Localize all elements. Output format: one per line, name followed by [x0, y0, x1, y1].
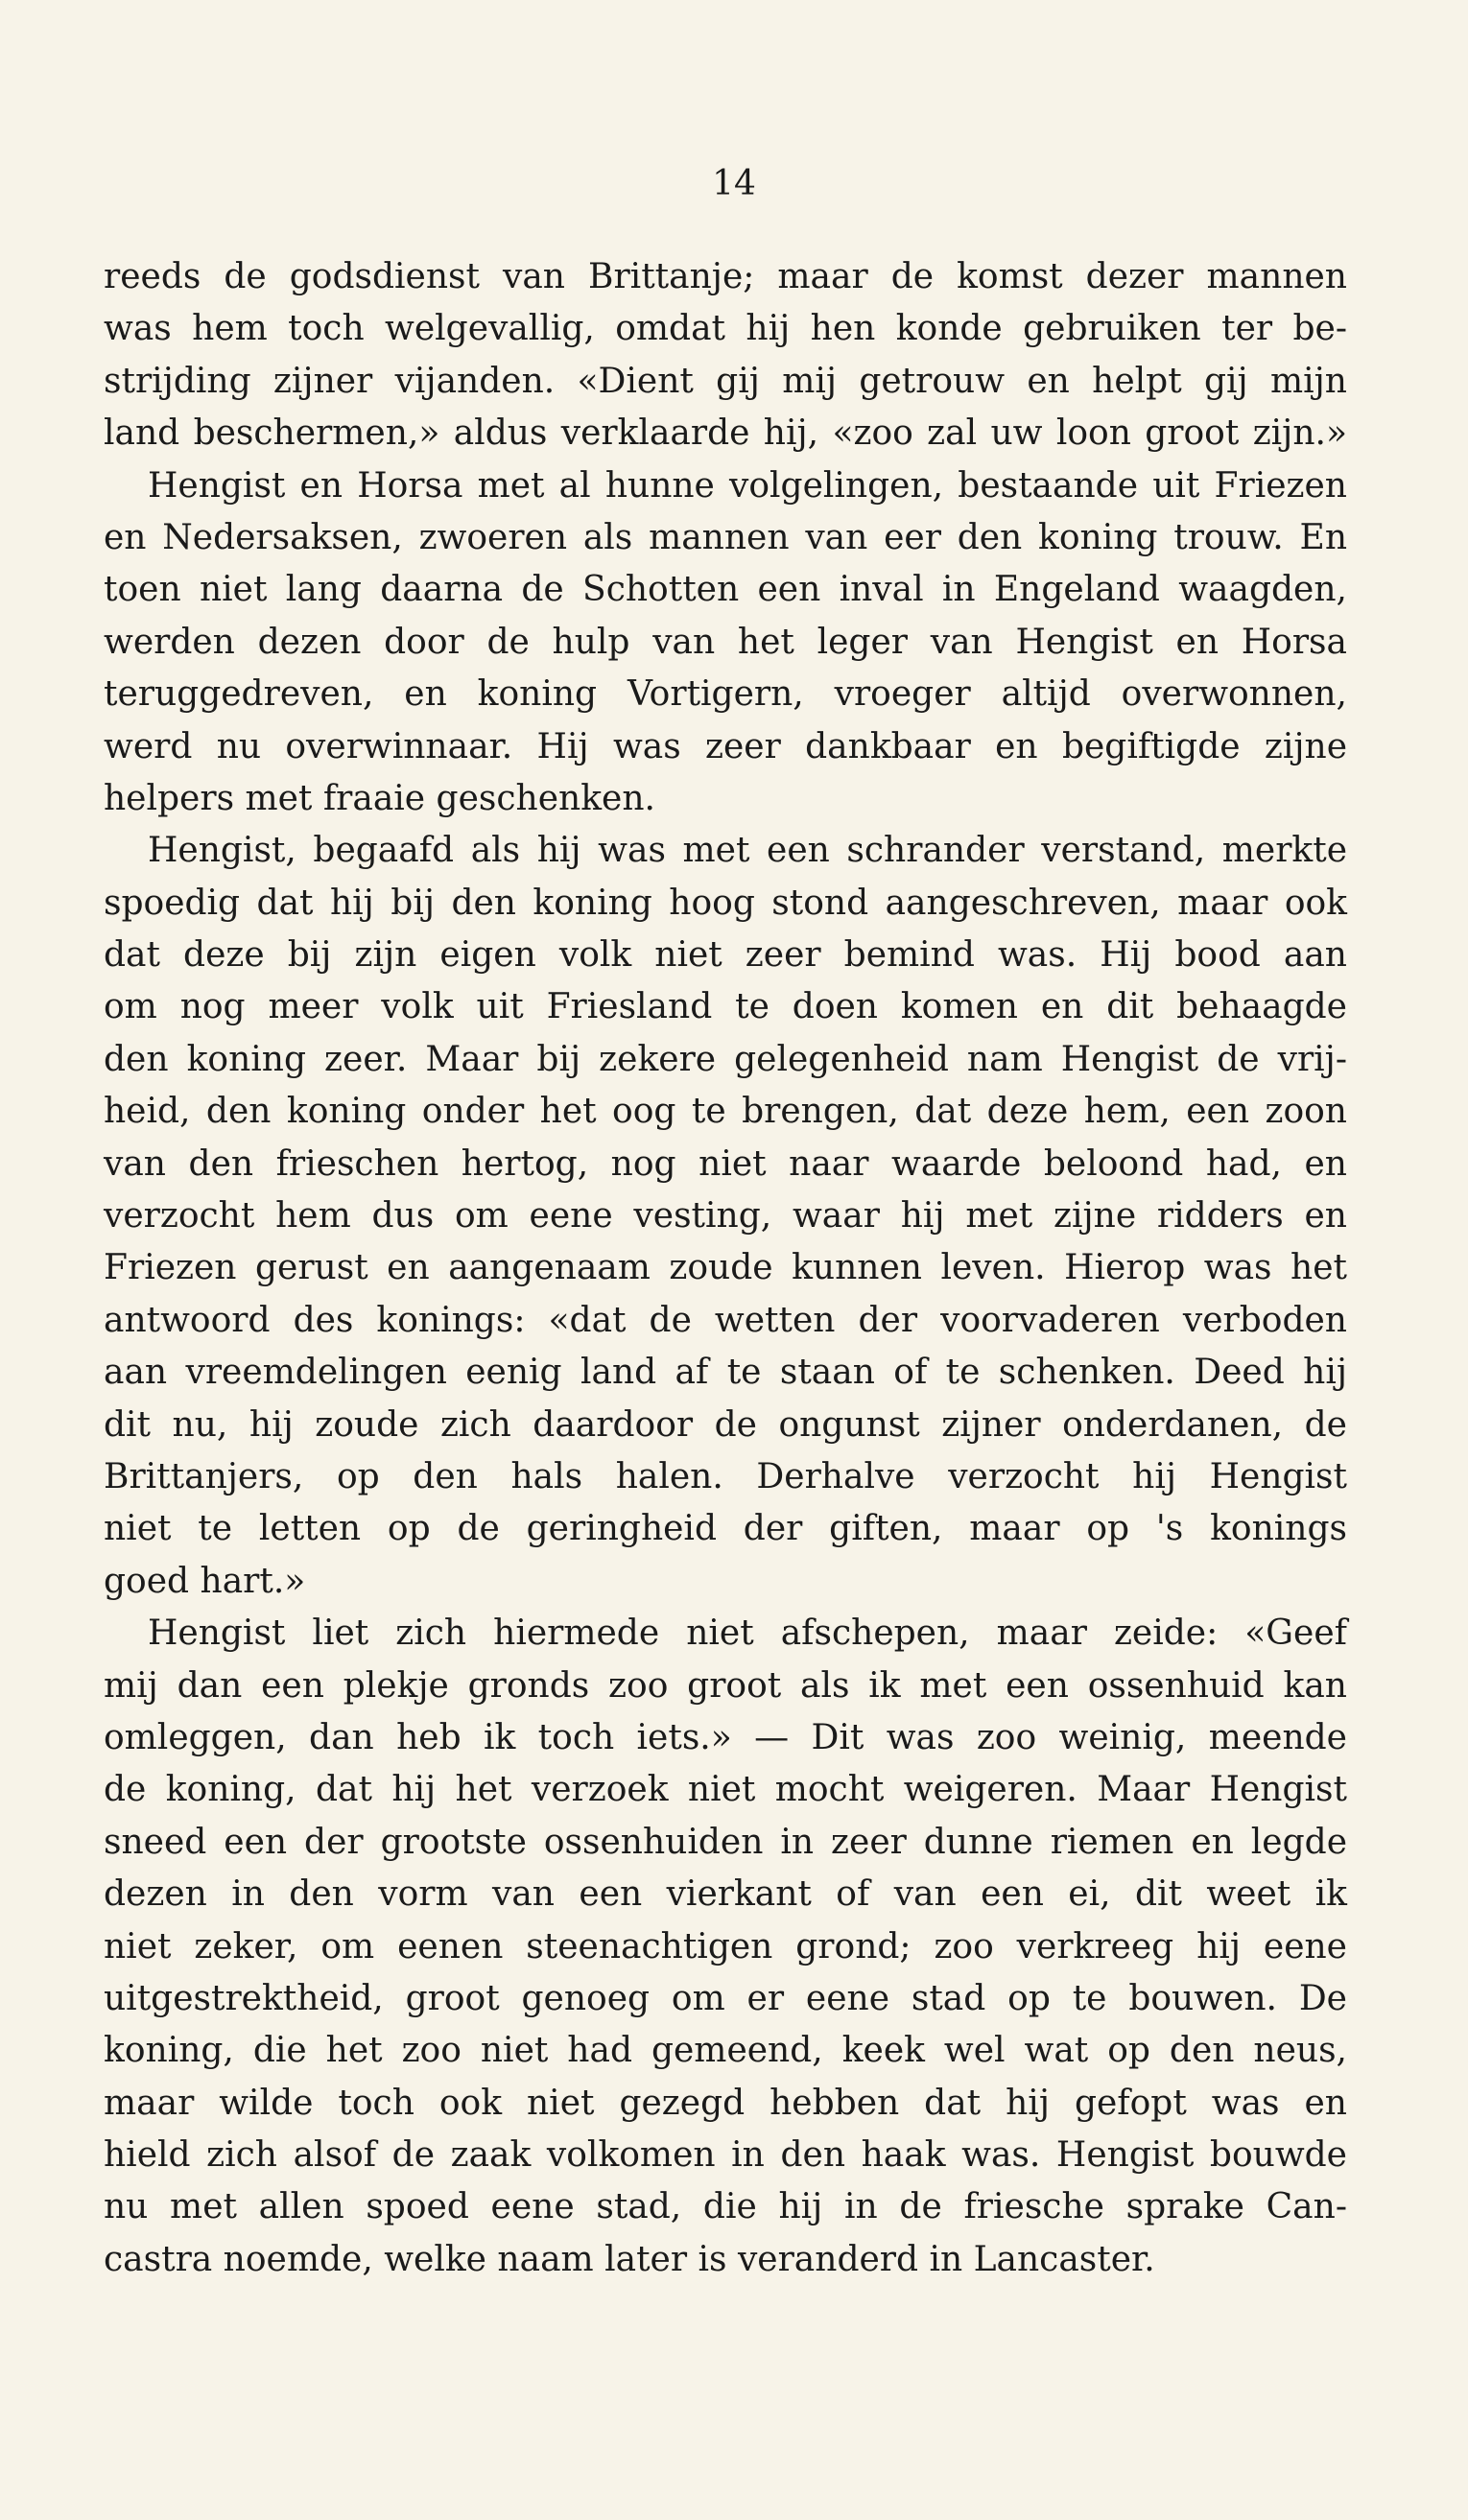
text-line: heid, den koning onder het oog te brengen, dat deze hem, een zoon [104, 1092, 1347, 1132]
text-line: Hengist, begaafd als hij was met een schrander verstand, merkte [148, 831, 1347, 871]
text-line: mij dan een plekje gronds zoo groot als ik met een ossenhuid kan [104, 1665, 1347, 1706]
paragraph-2 [104, 460, 1347, 826]
text-line: maar wilde toch ook niet gezegd hebben dat hij gefopt was en [104, 2083, 1347, 2123]
text-line: werd nu overwinnaar. Hij was zeer dankbaar en begiftigde zijne [104, 726, 1347, 766]
text-line: Brittanjers, op den hals halen. Derhalve verzocht hij Hengist [104, 1456, 1347, 1496]
text-line: dit nu, hij zoude zich daardoor de ongunst zijner onderdanen, de [104, 1404, 1347, 1445]
text-line: castra noemde, welke naam later is veranderd in Lancaster. [104, 2239, 1155, 2279]
text-line: de koning, dat hij het verzoek niet mocht weigeren. Maar Hengist [104, 1770, 1347, 1810]
text-line: was hem toch welgevallig, omdat hij hen konde gebruiken ter be- [104, 309, 1347, 349]
text-line: van den frieschen hertog, nog niet naar waarde beloond had, en [104, 1143, 1347, 1184]
paragraph-4 [104, 1608, 1347, 2286]
body-text [104, 251, 1347, 2286]
text-line: dat deze bij zijn eigen volk niet zeer bemind was. Hij bood aan [104, 935, 1347, 976]
text-line: antwoord des konings: «dat de wetten der voorvaderen verboden [104, 1300, 1347, 1340]
text-line: Hengist en Horsa met al hunne volgelingen, bestaande uit Friezen [148, 465, 1347, 506]
text-line: om nog meer volk uit Friesland te doen komen en dit behaagde [104, 987, 1347, 1027]
text-line: nu met allen spoed eene stad, die hij in de friesche sprake Can- [104, 2187, 1347, 2227]
text-line: verzocht hem dus om eene vesting, waar hij met zijne ridders en [104, 1196, 1347, 1236]
text-line: omleggen, dan heb ik toch iets.» — Dit was zoo weinig, meende [104, 1717, 1347, 1757]
text-line: niet te letten op de geringheid der giften, maar op 's konings [104, 1509, 1347, 1549]
text-line: hield zich alsof de zaak volkomen in den haak was. Hengist bouwde [104, 2135, 1347, 2176]
text-line: dezen in den vorm van een vierkant of van een ei, dit weet ik [104, 1874, 1347, 1915]
text-line: Friezen gerust en aangenaam zoude kunnen leven. Hierop was het [104, 1248, 1347, 1288]
text-line: strijding zijner vijanden. «Dient gij mij getrouw en helpt gij mijn [104, 361, 1347, 401]
text-line: goed hart.» [104, 1561, 306, 1601]
text-line: koning, die het zoo niet had gemeend, keek wel wat op den neus, [104, 2031, 1347, 2071]
paragraph-1 [104, 251, 1347, 460]
text-line: teruggedreven, en koning Vortigern, vroeger altijd overwonnen, [104, 674, 1347, 715]
text-line: sneed een der grootste ossenhuiden in zeer dunne riemen en legde [104, 1822, 1347, 1862]
paragraph-3 [104, 825, 1347, 1608]
text-line: den koning zeer. Maar bij zekere gelegenheid nam Hengist de vrij- [104, 1039, 1347, 1079]
text-line: land beschermen,» aldus verklaarde hij, «zoo zal uw loon groot zijn.» [104, 413, 1347, 454]
text-line: spoedig dat hij bij den koning hoog stond aangeschreven, maar ook [104, 883, 1347, 923]
text-line: niet zeker, om eenen steenachtigen grond; zoo verkreeg hij eene [104, 1926, 1347, 1967]
text-line: helpers met fraaie geschenken. [104, 778, 655, 818]
text-line: toen niet lang daarna de Schotten een inval in Engeland waagden, [104, 570, 1347, 610]
text-line: uitgestrektheid, groot genoeg om er eene stad op te bouwen. De [104, 1978, 1347, 2018]
page-number: 14 [712, 164, 756, 203]
text-line: Hengist liet zich hiermede niet afschepen, maar zeide: «Geef [148, 1613, 1347, 1654]
text-line: en Nedersaksen, zwoeren als mannen van eer den koning trouw. En [104, 517, 1347, 557]
text-line: werden dezen door de hulp van het leger van Hengist en Horsa [104, 622, 1347, 662]
text-line: aan vreemdelingen eenig land af te staan of te schenken. Deed hij [104, 1353, 1347, 1393]
text-line: reeds de godsdienst van Brittanje; maar de komst dezer mannen [104, 257, 1347, 296]
